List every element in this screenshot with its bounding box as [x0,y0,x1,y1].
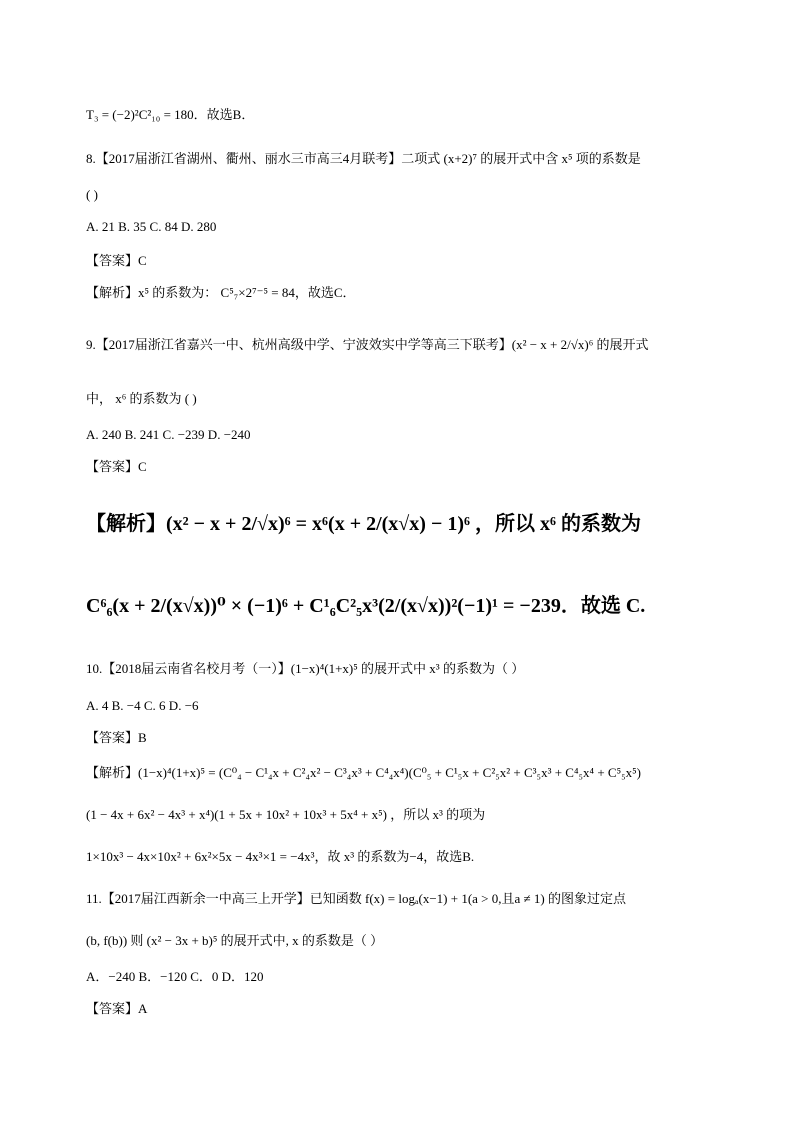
options-10: A. 4 B. −4 C. 6 D. −6 [86,698,199,713]
solution-10-line1: 【解析】(1−x)⁴(1+x)⁵ = (C⁰₄ − C¹₄x + C²₄x² − C³₄x³ + C⁴₄x⁴)(C⁰₅ + C¹₅x + C²₅x² + C³₅x³ + C⁴₅x⁴ + C⁵₅x⁵) [86,765,642,780]
question-8: 8.【2017届浙江省湖州、衢州、丽水三市高三4月联考】二项式 (x+2)⁷ 的展开式中含 x⁵ 项的系数是 [86,151,641,166]
text-line: T₃ = (−2)²C²₁₀ = 180．故选B． [86,107,255,122]
options-9: A. 240 B. 241 C. −239 D. −240 [86,427,251,442]
answer-paren: ( ) [86,187,98,202]
answer-8: 【答案】C [86,253,147,268]
question-9-cont: 中， x⁶ 的系数为 ( ) [86,391,197,406]
solution-10-line2: (1 − 4x + 6x² − 4x³ + x⁴)(1 + 5x + 10x² + 10x³ + 5x⁴ + x⁵) ，所以 x³ 的项为 [86,807,486,822]
solution-9-line2: C⁶₆(x + 2/(x√x))⁰ × (−1)⁶ + C¹₆C²₅x³(2/(x√x))²(−1)¹ = −239．故选 C. [86,595,646,617]
question-9: 9.【2017届浙江省嘉兴一中、杭州高级中学、宁波效实中学等高三下联考】(x² − x + 2/√x)⁶ 的展开式 [86,337,649,352]
answer-9: 【答案】C [86,459,147,474]
question-11: 11.【2017届江西新余一中高三上开学】已知函数 f(x) = logₐ(x−1) + 1(a > 0,且a ≠ 1) 的图象过定点 [86,891,626,906]
solution-10-line3: 1×10x³ − 4x×10x² + 6x²×5x − 4x³×1 = −4x³，故 x³ 的系数为−4，故选B. [86,849,475,864]
options-11: A．−240 B．−120 C．0 D．120 [86,969,264,984]
question-10: 10.【2018届云南省名校月考（一）】(1−x)⁴(1+x)⁵ 的展开式中 x³ 的系数为（ ） [86,661,525,676]
question-11-cont: (b, f(b)) 则 (x² − 3x + b)⁵ 的展开式中, x 的系数是（ ） [86,933,384,948]
answer-10: 【答案】B [86,730,147,745]
answer-11: 【答案】A [86,1001,148,1016]
solution-8: 【解析】x⁵ 的系数为： C⁵₇×2⁷⁻⁵ = 84，故选C． [86,285,356,300]
options-8: A. 21 B. 35 C. 84 D. 280 [86,219,217,234]
solution-9-line1: 【解析】(x² − x + 2/√x)⁶ = x⁶(x + 2/(x√x) − 1)⁶ ，所以 x⁶ 的系数为 [86,513,641,535]
